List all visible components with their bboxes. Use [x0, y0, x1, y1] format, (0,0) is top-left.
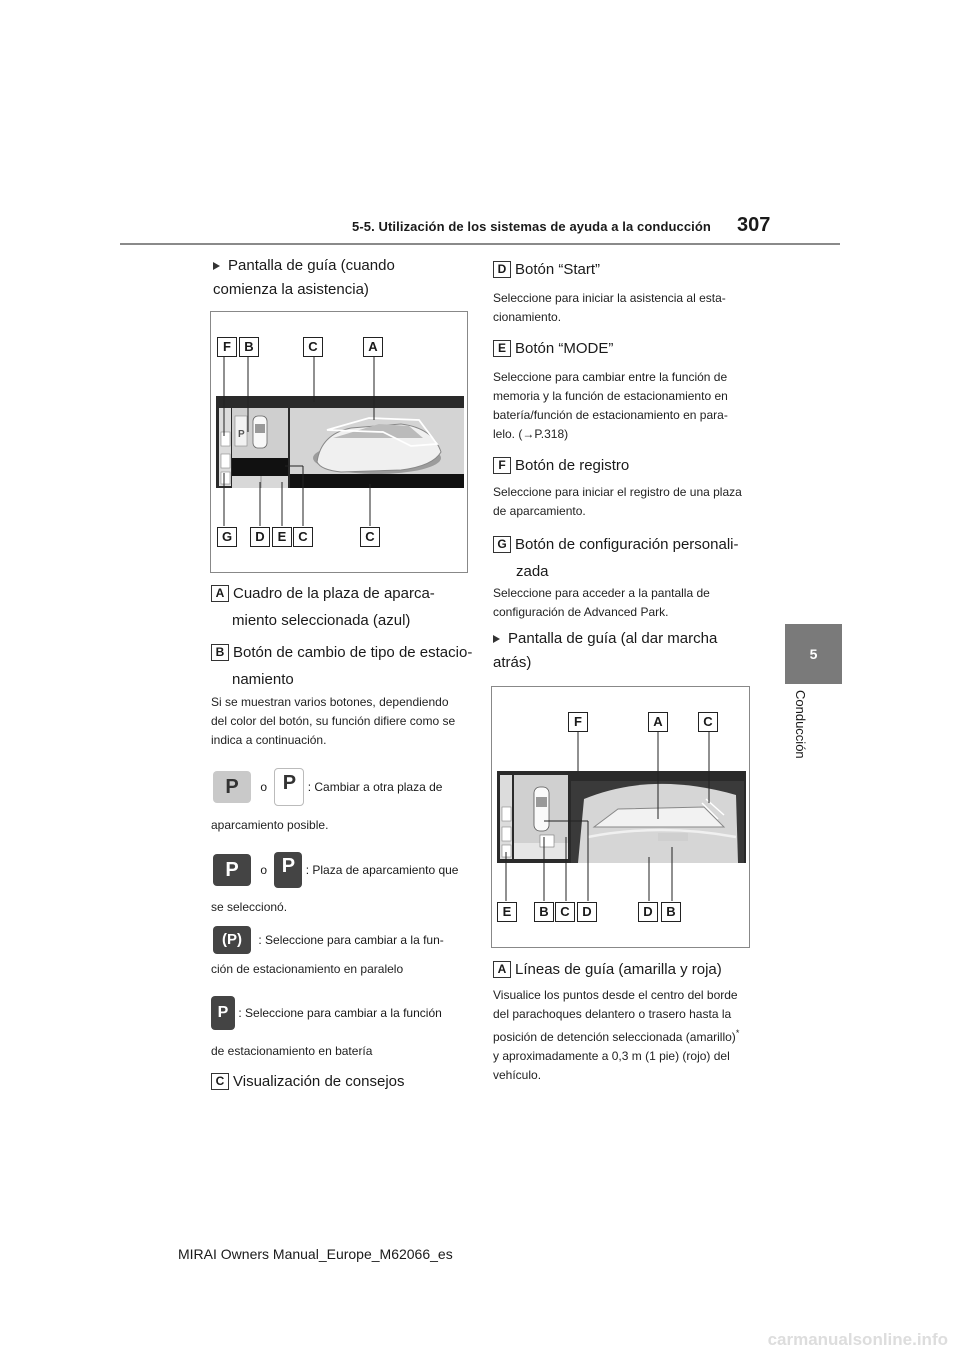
fig2-label-e: E — [497, 902, 517, 922]
perpendicular-parking-icon: P — [211, 996, 235, 1030]
watermark: carmanualsonline.info — [767, 1330, 948, 1349]
footer-manual-id: MIRAI Owners Manual_Europe_M62066_es — [178, 1246, 453, 1262]
bullet-triangle-icon — [213, 262, 220, 270]
fig2-label-d-right: D — [638, 902, 658, 922]
item-f-title: Botón de registro — [515, 457, 630, 474]
item-e-description: Seleccione para cambiar entre la función de memoria y la función de estacionamiento en batería/función de estacionamiento en para- lelo. (→P.318) — [493, 370, 728, 441]
fig2-label-b: B — [534, 902, 554, 922]
fig2-label-f: F — [568, 712, 588, 732]
fig1-label-g: G — [217, 527, 237, 547]
item-c-badge: C — [211, 1073, 229, 1090]
page-number: 307 — [737, 214, 771, 236]
item-a2-footnote-mark: * — [735, 1028, 740, 1038]
fig1-label-a: A — [363, 337, 383, 357]
fig1-label-c-top: C — [303, 337, 323, 357]
fig2-label-c-bottom: C — [555, 902, 575, 922]
item-a2 — [493, 958, 722, 982]
item-g-description: Seleccione para acceder a la pantalla de configuración de Advanced Park. — [493, 586, 710, 619]
item-a2-badge: A — [493, 961, 511, 978]
icon-dark-text-2: se seleccionó. — [211, 900, 288, 914]
tips-bar — [232, 458, 288, 476]
icon-row-light — [213, 768, 473, 804]
item-a — [211, 582, 471, 606]
item-a2-desc-2: y aproximadamente a 0,3 m (1 pie) (rojo) del vehículo. — [493, 1049, 730, 1082]
item-e — [493, 337, 613, 361]
fig1-label-c-bottom: C — [293, 527, 313, 547]
item-d — [493, 258, 600, 282]
item-g-badge: G — [493, 536, 511, 553]
right-heading — [493, 627, 738, 675]
parking-p-light-icon: P — [213, 771, 251, 803]
item-a-line2: miento seleccionada (azul) — [232, 612, 411, 629]
parking-p-dark-icon: P — [213, 854, 251, 886]
battery-text-2: de estacionamiento en batería — [211, 1044, 373, 1058]
parallel-parking-icon: (P) — [213, 926, 251, 954]
icon-row-battery — [211, 996, 471, 1030]
battery-text-1: : Seleccione para cambiar a la función — [238, 1006, 442, 1020]
item-g — [493, 533, 738, 557]
item-a2-title: Líneas de guía (amarilla y roja) — [515, 961, 722, 978]
item-a-badge: A — [211, 585, 229, 602]
chapter-number: 5 — [809, 646, 818, 662]
left-heading-text: Pantalla de guía (cuando comienza la asistencia) — [213, 257, 395, 298]
item-a-text-1: Cuadro de la plaza de aparca- — [233, 585, 435, 602]
bullet-triangle-icon-2 — [493, 635, 500, 643]
parallel-text-1: : Seleccione para cambiar a la fun- — [258, 933, 444, 947]
fig1-label-e: E — [272, 527, 292, 547]
item-g-title-2: zada — [516, 563, 549, 580]
section-title: 5-5. Utilización de los sistemas de ayuda a la conducción — [352, 219, 711, 234]
icon-light-text-2: aparcamiento posible. — [211, 818, 329, 832]
item-b — [211, 641, 481, 665]
chapter-label-text: Conducción — [793, 690, 808, 759]
item-a2-desc-1: Visualice los puntos desde el centro del borde del parachoques delantero o trasero hasta la posición de detención seleccionada (amarillo) — [493, 988, 738, 1044]
figure-guide-screen-reverse — [491, 686, 750, 948]
item-e-title: Botón “MODE” — [515, 340, 614, 357]
fig2-label-a: A — [648, 712, 668, 732]
icon-row-dark — [213, 852, 473, 888]
fig1-label-c-right: C — [360, 527, 380, 547]
header-divider — [120, 243, 840, 245]
icon-light-text-1: : Cambiar a otra plaza de — [307, 780, 443, 794]
svg-text:P: P — [238, 429, 245, 440]
parking-p-dark-tall-icon: P — [274, 852, 302, 888]
figure-guide-screen-start — [210, 311, 468, 573]
icon-or-2: o — [260, 863, 268, 877]
chapter-tab — [785, 624, 842, 684]
item-c — [211, 1070, 405, 1094]
fig2-label-c-top: C — [698, 712, 718, 732]
item-f — [493, 454, 629, 478]
item-e-badge: E — [493, 340, 511, 357]
fig1-label-f: F — [217, 337, 237, 357]
item-b-badge: B — [211, 644, 229, 661]
item-b-text-1: Botón de cambio de tipo de estacio- — [233, 644, 473, 661]
item-a2-description — [493, 986, 747, 1085]
icon-row-parallel — [213, 926, 473, 956]
item-d-badge: D — [493, 261, 511, 278]
item-c-text: Visualización de consejos — [233, 1073, 405, 1090]
right-heading-text: Pantalla de guía (al dar marcha atrás) — [493, 630, 718, 671]
item-f-description: Seleccione para iniciar el registro de una plaza de aparcamiento. — [493, 485, 742, 518]
item-d-title: Botón “Start” — [515, 261, 601, 278]
chapter-label — [760, 690, 840, 780]
item-f-badge: F — [493, 457, 511, 474]
item-g-title-1: Botón de configuración personali- — [515, 536, 739, 553]
fig2-label-d: D — [577, 902, 597, 922]
icon-or-1: o — [260, 780, 268, 794]
car-top-view-2 — [534, 787, 549, 831]
fig1-label-b: B — [239, 337, 259, 357]
item-b-line2: namiento — [232, 671, 294, 688]
item-b-description: Si se muestran varios botones, dependiendo del color del botón, su función difiere como se indica a continuación. — [211, 695, 456, 747]
parallel-text-2: ción de estacionamiento en paralelo — [211, 962, 404, 976]
icon-dark-text-1: : Plaza de aparcamiento que — [305, 863, 459, 877]
fig2-label-b-right: B — [661, 902, 681, 922]
left-heading — [213, 254, 463, 302]
item-d-description: Seleccione para iniciar la asistencia al esta- cionamiento. — [493, 291, 726, 324]
fig1-label-d: D — [250, 527, 270, 547]
parking-p-light-tall-icon: P — [274, 768, 304, 806]
